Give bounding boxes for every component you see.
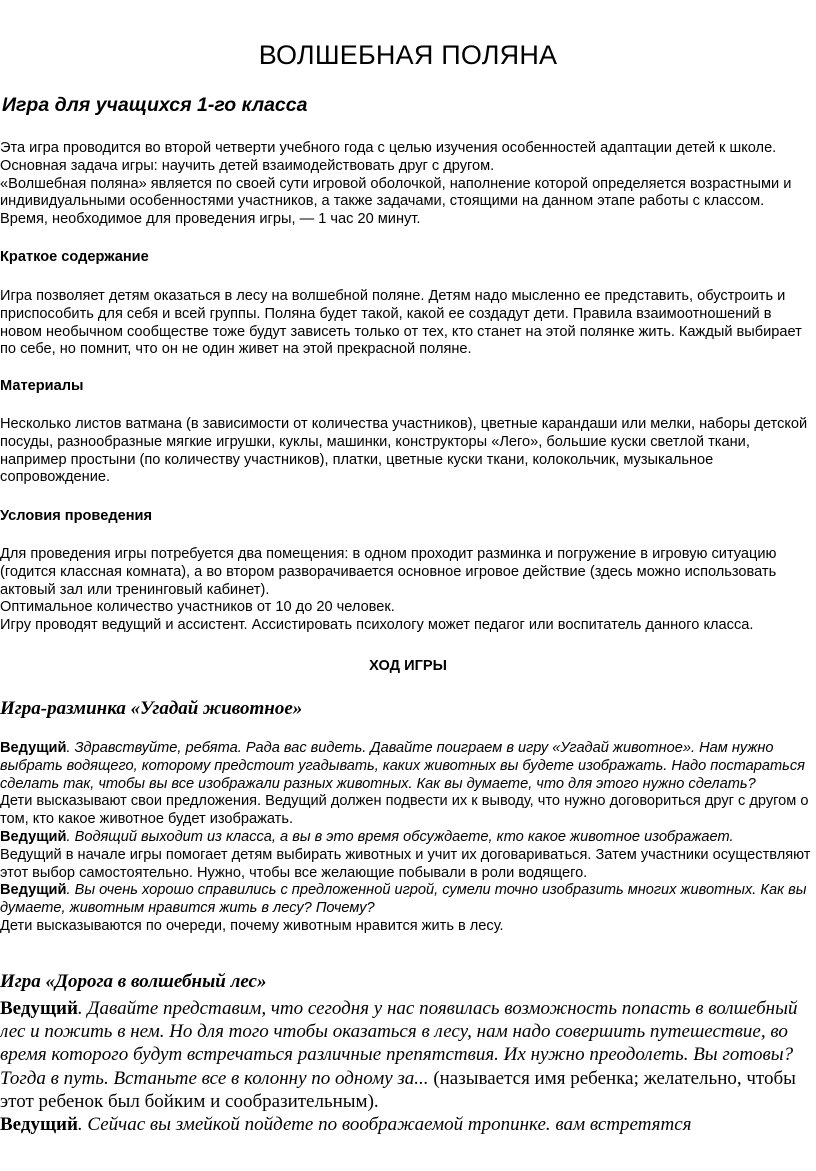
summary-paragraph: Игра позволяет детям оказаться в лесу на волшебной поляне. Детям надо мысленно ее представить, обустроить и приспособить для себя и всей группы. Поляна будет такой, какой ее создадут дети. Правила взаимоотношений в новом необычном сообществе тоже будут зависеть только от тех, кто станет на этой полянке жить. Каждый выбирает по себе, но помнит, что он не один живет на этой прекрасной поляне. (0, 288, 802, 358)
conditions-paragraph: Игру проводят ведущий и ассистент. Ассистировать психологу может педагог или воспитатель данного класса. (0, 617, 754, 634)
intro-section (0, 140, 814, 229)
dialogue-line (0, 1113, 816, 1136)
speaker-separator: . (66, 740, 75, 756)
warmup-heading: Игра-разминка «Угадай животное» (0, 698, 303, 719)
game-course-heading: ХОД ИГРЫ (369, 658, 447, 674)
warmup-dialogue (0, 740, 814, 936)
conditions-section (0, 546, 814, 635)
conditions-heading: Условия проведения (0, 508, 153, 524)
materials-paragraph: Несколько листов ватмана (в зависимости от количества участников), цветные карандаши или мелки, наборы детской посуды, разнообразные мягкие игрушки, куклы, машинки, конструкторы «Лего», большие куски светлой ткани, например простыни (по количеству участников), платки, цветные куски ткани, колокольчик, музыкальное сопровождение. (0, 416, 808, 486)
speaker-label: Ведущий (0, 882, 67, 899)
speaker-label: Ведущий (0, 740, 67, 756)
speaker-speech: Вы очень хорошо справились с предложенной игрой, сумели точно изобразить многих животных. Как вы думаете, животным нравится жить в лесу? Почему? (0, 882, 807, 917)
page-subtitle: Игра для учащихся 1-го класса (2, 94, 308, 116)
conditions-paragraph: Оптимальное количество участников от 10 до 20 человек. (0, 599, 395, 616)
intro-paragraph: Эта игра проводится во второй четверти учебного года с целью изучения особенностей адаптации детей к школе. (0, 140, 777, 156)
speaker-separator: . (66, 828, 75, 845)
intro-paragraph: Время, необходимое для проведения игры, — 1 час 20 минут. (0, 211, 421, 228)
dialogue-remark: Ведущий в начале игры помогает детям выбирать животных и учит их договариваться. Затем участники осуществляют этот выбор самостоятельно. Нужно, чтобы все желающие побывали в роли водящего. (0, 846, 811, 881)
dialogue-line (0, 997, 816, 1113)
speaker-label: Ведущий (0, 828, 67, 845)
materials-heading: Материалы (0, 378, 84, 394)
dialogue-line (0, 882, 814, 918)
dialogue-remark: Дети высказываются по очереди, почему животным нравится жить в лесу. (0, 917, 504, 934)
page-title: ВОЛШЕБНАЯ ПОЛЯНА (258, 40, 558, 70)
road-dialogue (0, 997, 816, 1136)
speaker-separator: . (77, 998, 88, 1019)
speaker-speech: Сейчас вы змейкой пойдете по воображаемой тропинке. вам встретятся (87, 1114, 692, 1136)
road-heading: Игра «Дорога в волшебный лес» (0, 971, 267, 992)
dialogue-line (0, 829, 814, 847)
dialogue-remark: Дети высказывают свои предложения. Ведущий должен подвести их к выводу, что нужно договориться друг с другом о том, кто какое животное будет изображать. (0, 793, 809, 828)
speaker-speech: Здравствуйте, ребята. Рада вас видеть. Давайте поиграем в игру «Угадай животное». Нам нужно выбрать водящего, которому предстоит угадывать, каких животных вы будете изображать. Надо постараться сделать так, чтобы вы все изображали разных животных. Как вы думаете, что для этого нужно сделать? (0, 740, 805, 792)
speaker-speech: Давайте представим, что сегодня у нас появилась возможность попасть в волшебный лес и пожить в нем. Но для того чтобы оказаться в лесу, нам надо совершить путешествие, во время которого будут встречаться различные препятствия. Их нужно преодолеть. Вы готовы? Тогда в путь. Встаньте все в колонну по одному за... (0, 998, 798, 1089)
intro-paragraph: «Волшебная поляна» является по своей сути игровой оболочкой, наполнение которой определяется возрастными и индивидуальными особенностями участников, а также задачами, стоящими на данном этапе работы с классом. (0, 175, 792, 210)
intro-paragraph: Основная задача игры: научить детей взаимодействовать друг с другом. (0, 157, 495, 174)
speaker-separator: . (66, 882, 75, 899)
speaker-label: Ведущий (0, 1114, 78, 1136)
speaker-speech: Водящий выходит из класса, а вы в это время обсуждаете, кто какое животное изображает. (74, 828, 734, 845)
speaker-label: Ведущий (0, 998, 78, 1019)
dialogue-remark: (называется имя ребенка; желательно, чтобы этот ребенок был бойким и сообразительным). (0, 1067, 796, 1112)
dialogue-line (0, 740, 814, 793)
speaker-separator: . (77, 1114, 88, 1136)
conditions-paragraph: Для проведения игры потребуется два помещения: в одном проходит разминка и погружение в игровую ситуацию (годится классная комната), а во втором разворачивается основное игровое действие (здесь можно использовать актовый зал или тренинговый кабинет). (0, 546, 777, 598)
summary-heading: Краткое содержание (0, 249, 149, 265)
